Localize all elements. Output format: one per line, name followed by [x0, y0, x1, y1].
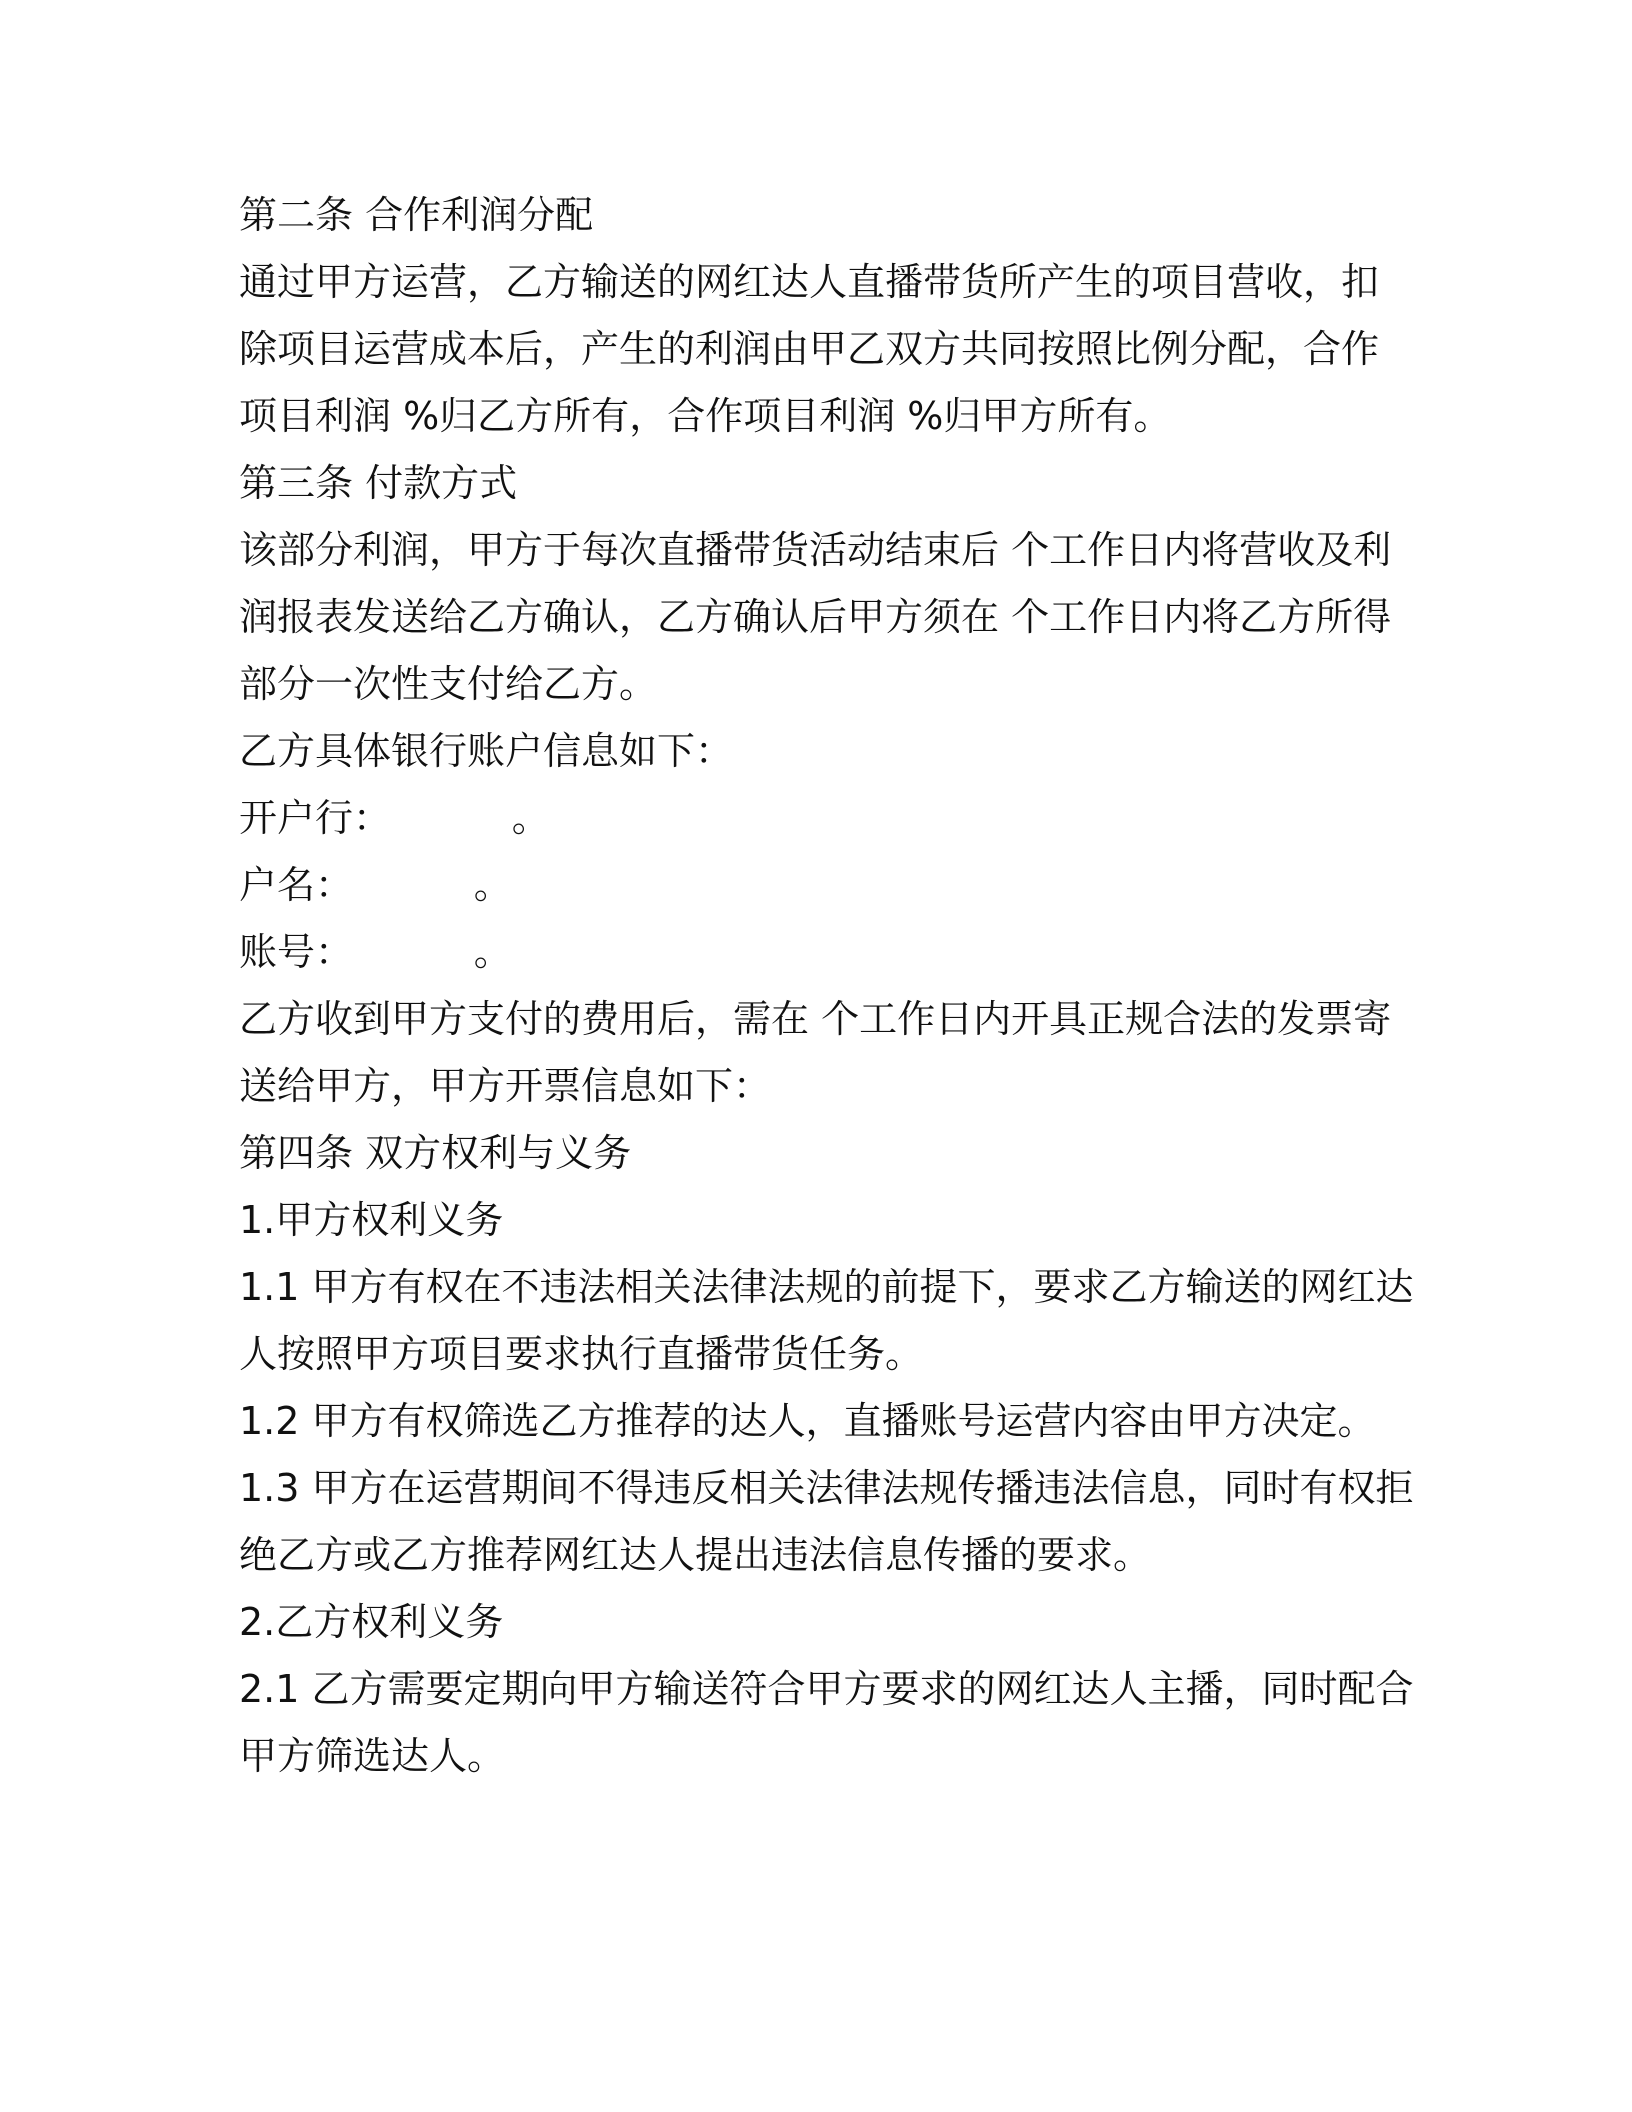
paragraph-line: 该部分利润，甲方于每次直播带货活动结束后 个工作日内将营收及利 — [239, 528, 1392, 572]
paragraph-line: 送给甲方，甲方开票信息如下： — [239, 1064, 772, 1108]
paragraph-line: 部分一次性支付给乙方。 — [239, 662, 658, 706]
section-heading: 1.甲方权利义务 — [239, 1198, 504, 1242]
bank-name-line: 开户行： 。 — [239, 796, 550, 840]
account-number-line: 账号： 。 — [239, 930, 512, 974]
paragraph-line: 润报表发送给乙方确认，乙方确认后甲方须在 个工作日内将乙方所得 — [239, 595, 1392, 639]
paragraph-line: 乙方收到甲方支付的费用后，需在 个工作日内开具正规合法的发票寄 — [239, 997, 1392, 1041]
clause-line: 绝乙方或乙方推荐网红达人提出违法信息传播的要求。 — [239, 1533, 1152, 1577]
paragraph-line: 项目利润 %归乙方所有，合作项目利润 %归甲方所有。 — [239, 394, 1172, 438]
clause-line: 1.2 甲方有权筛选乙方推荐的达人，直播账号运营内容由甲方决定。 — [239, 1399, 1376, 1443]
document-body — [239, 182, 1414, 1790]
article-4-heading: 第四条 双方权利与义务 — [239, 1131, 632, 1175]
bank-info-intro: 乙方具体银行账户信息如下： — [239, 729, 734, 773]
clause-line: 1.3 甲方在运营期间不得违反相关法律法规传播违法信息，同时有权拒 — [239, 1466, 1414, 1510]
clause-line: 1.1 甲方有权在不违法相关法律法规的前提下，要求乙方输送的网红达 — [239, 1265, 1414, 1309]
section-heading: 2.乙方权利义务 — [239, 1600, 504, 1644]
account-name-line: 户名： 。 — [239, 863, 512, 907]
article-2-heading: 第二条 合作利润分配 — [239, 193, 594, 237]
clause-line: 2.1 乙方需要定期向甲方输送符合甲方要求的网红达人主播，同时配合 — [239, 1667, 1414, 1711]
article-3-heading: 第三条 付款方式 — [239, 461, 518, 505]
clause-line: 人按照甲方项目要求执行直播带货任务。 — [239, 1332, 924, 1376]
clause-line: 甲方筛选达人。 — [239, 1734, 506, 1778]
paragraph-line: 通过甲方运营，乙方输送的网红达人直播带货所产生的项目营收，扣 — [239, 260, 1380, 304]
paragraph-line: 除项目运营成本后，产生的利润由甲乙双方共同按照比例分配，合作 — [239, 327, 1380, 371]
